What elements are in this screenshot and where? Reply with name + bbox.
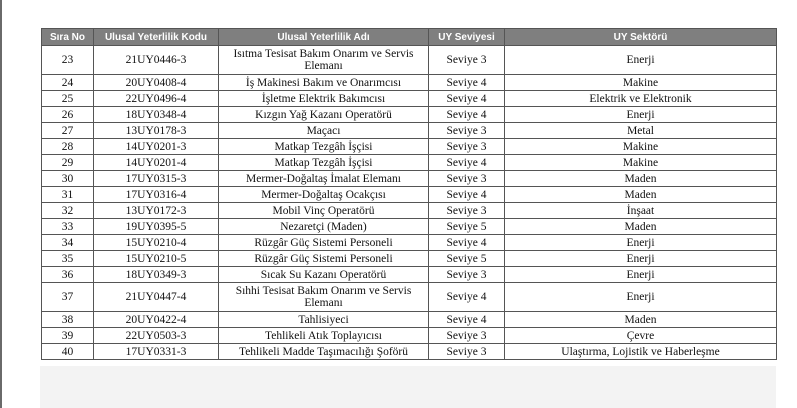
uy-adi-cell: Sıhhi Tesisat Bakım Onarım ve Servis Elemanı	[219, 283, 429, 312]
uy-sektoru-cell: Ulaştırma, Lojistik ve Haberleşme	[505, 344, 777, 360]
sira-no-cell: 26	[42, 107, 94, 123]
uy-sektoru-cell: Elektrik ve Elektronik	[505, 91, 777, 107]
uy-kodu-cell: 15UY0210-4	[94, 235, 219, 251]
header-row	[42, 29, 777, 46]
sira-no-cell: 23	[42, 46, 94, 75]
table-row	[42, 91, 777, 107]
table-row	[42, 267, 777, 283]
uy-adi-cell: Mermer-Doğaltaş Ocakçısı	[219, 187, 429, 203]
uy-kodu-cell: 20UY0408-4	[94, 75, 219, 91]
header-uy-seviyesi: UY Seviyesi	[429, 29, 505, 46]
uy-kodu-cell: 17UY0331-3	[94, 344, 219, 360]
uy-seviyesi-cell: Seviye 5	[429, 251, 505, 267]
sira-no-cell: 27	[42, 123, 94, 139]
uy-adi-cell: Mermer-Doğaltaş İmalat Elemanı	[219, 171, 429, 187]
uy-seviyesi-cell: Seviye 3	[429, 139, 505, 155]
uy-sektoru-cell: Maden	[505, 312, 777, 328]
header-uy-kodu: Ulusal Yeterlilik Kodu	[94, 29, 219, 46]
table-row	[42, 312, 777, 328]
sira-no-cell: 35	[42, 251, 94, 267]
uy-kodu-cell: 22UY0496-4	[94, 91, 219, 107]
uy-kodu-cell: 13UY0172-3	[94, 203, 219, 219]
uy-adi-cell: Matkap Tezgâh İşçisi	[219, 155, 429, 171]
table-row	[42, 203, 777, 219]
table-header	[42, 29, 777, 46]
uy-adi-cell: Tehlikeli Atık Toplayıcısı	[219, 328, 429, 344]
table-row	[42, 107, 777, 123]
sira-no-cell: 31	[42, 187, 94, 203]
uy-seviyesi-cell: Seviye 4	[429, 91, 505, 107]
uy-kodu-cell: 14UY0201-4	[94, 155, 219, 171]
sira-no-cell: 39	[42, 328, 94, 344]
uy-seviyesi-cell: Seviye 3	[429, 171, 505, 187]
table-row	[42, 75, 777, 91]
sira-no-cell: 38	[42, 312, 94, 328]
sira-no-cell: 25	[42, 91, 94, 107]
table-row	[42, 283, 777, 312]
uy-adi-cell: Tehlikeli Madde Taşımacılığı Şoförü	[219, 344, 429, 360]
uy-kodu-cell: 21UY0447-4	[94, 283, 219, 312]
uy-sektoru-cell: Maden	[505, 171, 777, 187]
sira-no-cell: 36	[42, 267, 94, 283]
sira-no-cell: 33	[42, 219, 94, 235]
uy-adi-cell: Kızgın Yağ Kazanı Operatörü	[219, 107, 429, 123]
uy-seviyesi-cell: Seviye 4	[429, 107, 505, 123]
uy-kodu-cell: 13UY0178-3	[94, 123, 219, 139]
table-row	[42, 139, 777, 155]
sira-no-cell: 29	[42, 155, 94, 171]
uy-kodu-cell: 14UY0201-3	[94, 139, 219, 155]
uy-adi-cell: Matkap Tezgâh İşçisi	[219, 139, 429, 155]
uy-seviyesi-cell: Seviye 4	[429, 187, 505, 203]
table-row	[42, 328, 777, 344]
uy-sektoru-cell: Metal	[505, 123, 777, 139]
uy-adi-cell: Sıcak Su Kazanı Operatörü	[219, 267, 429, 283]
sira-no-cell: 34	[42, 235, 94, 251]
uy-sektoru-cell: Maden	[505, 187, 777, 203]
uy-adi-cell: Rüzgâr Güç Sistemi Personeli	[219, 251, 429, 267]
qualifications-table	[41, 28, 777, 360]
uy-seviyesi-cell: Seviye 3	[429, 328, 505, 344]
header-sira-no: Sıra No	[42, 29, 94, 46]
uy-kodu-cell: 19UY0395-5	[94, 219, 219, 235]
uy-kodu-cell: 17UY0315-3	[94, 171, 219, 187]
uy-sektoru-cell: Enerji	[505, 46, 777, 75]
uy-sektoru-cell: Enerji	[505, 235, 777, 251]
table-row	[42, 187, 777, 203]
uy-kodu-cell: 15UY0210-5	[94, 251, 219, 267]
uy-seviyesi-cell: Seviye 3	[429, 267, 505, 283]
table-row	[42, 219, 777, 235]
table-row	[42, 235, 777, 251]
uy-adi-cell: İşletme Elektrik Bakımcısı	[219, 91, 429, 107]
uy-sektoru-cell: Enerji	[505, 107, 777, 123]
page-left-border	[0, 0, 2, 408]
uy-sektoru-cell: İnşaat	[505, 203, 777, 219]
uy-adi-cell: Nezaretçi (Maden)	[219, 219, 429, 235]
uy-seviyesi-cell: Seviye 4	[429, 155, 505, 171]
uy-sektoru-cell: Makine	[505, 75, 777, 91]
uy-adi-cell: Isıtma Tesisat Bakım Onarım ve Servis Elemanı	[219, 46, 429, 75]
table-row	[42, 344, 777, 360]
sira-no-cell: 28	[42, 139, 94, 155]
uy-seviyesi-cell: Seviye 4	[429, 283, 505, 312]
uy-seviyesi-cell: Seviye 4	[429, 75, 505, 91]
uy-kodu-cell: 22UY0503-3	[94, 328, 219, 344]
header-uy-sektoru: UY Sektörü	[505, 29, 777, 46]
sira-no-cell: 32	[42, 203, 94, 219]
uy-sektoru-cell: Maden	[505, 219, 777, 235]
uy-adi-cell: Maçacı	[219, 123, 429, 139]
header-uy-adi: Ulusal Yeterlilik Adı	[219, 29, 429, 46]
sira-no-cell: 24	[42, 75, 94, 91]
uy-kodu-cell: 17UY0316-4	[94, 187, 219, 203]
uy-seviyesi-cell: Seviye 4	[429, 235, 505, 251]
uy-adi-cell: Mobil Vinç Operatörü	[219, 203, 429, 219]
uy-sektoru-cell: Makine	[505, 155, 777, 171]
sira-no-cell: 30	[42, 171, 94, 187]
uy-sektoru-cell: Enerji	[505, 267, 777, 283]
table-row	[42, 155, 777, 171]
uy-kodu-cell: 18UY0349-3	[94, 267, 219, 283]
uy-seviyesi-cell: Seviye 3	[429, 46, 505, 75]
uy-kodu-cell: 21UY0446-3	[94, 46, 219, 75]
sira-no-cell: 37	[42, 283, 94, 312]
uy-kodu-cell: 18UY0348-4	[94, 107, 219, 123]
page-bottom-shade	[40, 366, 776, 408]
uy-adi-cell: Rüzgâr Güç Sistemi Personeli	[219, 235, 429, 251]
uy-seviyesi-cell: Seviye 4	[429, 312, 505, 328]
table-row	[42, 251, 777, 267]
sira-no-cell: 40	[42, 344, 94, 360]
uy-seviyesi-cell: Seviye 3	[429, 344, 505, 360]
uy-seviyesi-cell: Seviye 3	[429, 123, 505, 139]
uy-adi-cell: Tahlisiyeci	[219, 312, 429, 328]
uy-adi-cell: İş Makinesi Bakım ve Onarımcısı	[219, 75, 429, 91]
uy-sektoru-cell: Enerji	[505, 283, 777, 312]
table-row	[42, 123, 777, 139]
table-row	[42, 46, 777, 75]
uy-sektoru-cell: Enerji	[505, 251, 777, 267]
uy-seviyesi-cell: Seviye 5	[429, 219, 505, 235]
table-body	[42, 46, 777, 360]
uy-sektoru-cell: Makine	[505, 139, 777, 155]
table-row	[42, 171, 777, 187]
uy-kodu-cell: 20UY0422-4	[94, 312, 219, 328]
uy-seviyesi-cell: Seviye 3	[429, 203, 505, 219]
uy-sektoru-cell: Çevre	[505, 328, 777, 344]
